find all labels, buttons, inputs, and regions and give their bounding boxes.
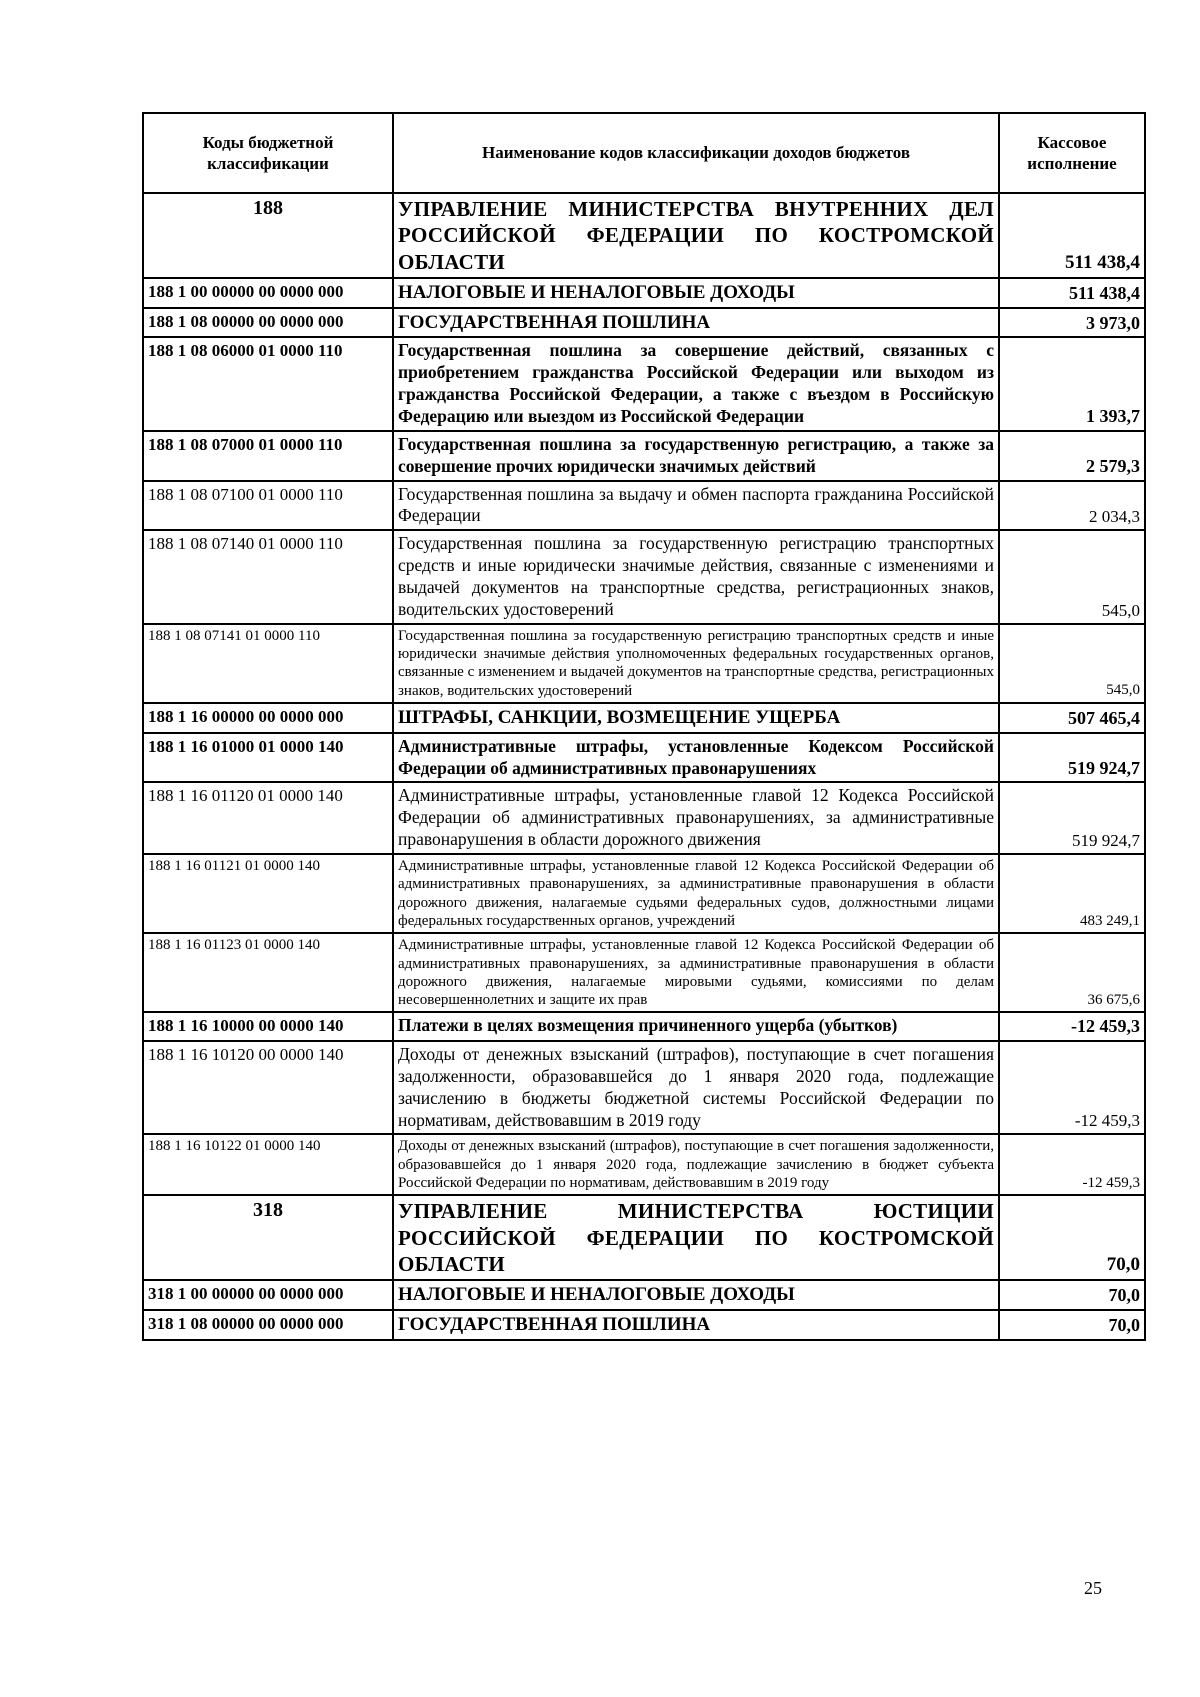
code-cell: 318 [143, 1195, 393, 1280]
amount-cell: -12 459,3 [999, 1041, 1145, 1135]
page-number: 25 [1084, 1578, 1102, 1598]
table-row [143, 337, 1145, 431]
code-cell: 188 1 08 00000 00 0000 000 [143, 308, 393, 338]
table-row [143, 530, 1145, 624]
table-row [143, 1195, 1145, 1280]
code-cell: 188 1 16 10120 00 0000 140 [143, 1041, 393, 1135]
amount-cell: 70,0 [999, 1310, 1145, 1340]
name-cell: Административные штрафы, установленные главой 12 Кодекса Российской Федерации об административных правонарушениях, за административные правонарушения в области дорожного движения, налагаемые мировыми судьями, комиссиями по делам несовершеннолетних и защите их прав [393, 933, 999, 1012]
amount-cell: -12 459,3 [999, 1134, 1145, 1195]
amount-cell: 36 675,6 [999, 933, 1145, 1012]
code-cell: 188 1 16 00000 00 0000 000 [143, 703, 393, 733]
amount-cell: 70,0 [999, 1195, 1145, 1280]
table-row [143, 624, 1145, 703]
header-codes: Коды бюджетной классификации [143, 113, 393, 193]
name-cell: ШТРАФЫ, САНКЦИИ, ВОЗМЕЩЕНИЕ УЩЕРБА [393, 703, 999, 733]
header-name: Наименование кодов классификации доходов бюджетов [393, 113, 999, 193]
table-row [143, 782, 1145, 854]
amount-cell: 483 249,1 [999, 854, 1145, 933]
name-cell: Административные штрафы, установленные главой 12 Кодекса Российской Федерации об административных правонарушениях, за административные правонарушения в области дорожного движения, налагаемые судьями федеральных судов, должностными лицами федеральных государственных органов, учреждений [393, 854, 999, 933]
code-cell: 188 1 16 01120 01 0000 140 [143, 782, 393, 854]
table-body [143, 193, 1145, 1340]
amount-cell: 2 034,3 [999, 481, 1145, 531]
code-cell: 188 1 16 10000 00 0000 140 [143, 1012, 393, 1041]
table-row [143, 933, 1145, 1012]
amount-cell: 1 393,7 [999, 337, 1145, 431]
amount-cell: -12 459,3 [999, 1012, 1145, 1041]
amount-cell: 519 924,7 [999, 733, 1145, 783]
amount-cell: 519 924,7 [999, 782, 1145, 854]
name-cell: Административные штрафы, установленные Кодексом Российской Федерации об административных правонарушениях [393, 733, 999, 783]
name-cell: Государственная пошлина за выдачу и обмен паспорта гражданина Российской Федерации [393, 481, 999, 531]
table-row [143, 308, 1145, 338]
table-row [143, 278, 1145, 308]
name-cell: ГОСУДАРСТВЕННАЯ ПОШЛИНА [393, 1310, 999, 1340]
amount-cell: 507 465,4 [999, 703, 1145, 733]
name-cell: НАЛОГОВЫЕ И НЕНАЛОГОВЫЕ ДОХОДЫ [393, 1280, 999, 1310]
code-cell: 188 1 00 00000 00 0000 000 [143, 278, 393, 308]
table-header-row [143, 113, 1145, 193]
code-cell: 188 [143, 193, 393, 278]
name-cell: Платежи в целях возмещения причиненного ущерба (убытков) [393, 1012, 999, 1041]
code-cell: 318 1 00 00000 00 0000 000 [143, 1280, 393, 1310]
code-cell: 188 1 08 07141 01 0000 110 [143, 624, 393, 703]
code-cell: 188 1 08 07000 01 0000 110 [143, 431, 393, 481]
amount-cell: 2 579,3 [999, 431, 1145, 481]
code-cell: 188 1 16 01000 01 0000 140 [143, 733, 393, 783]
table-row [143, 854, 1145, 933]
amount-cell: 511 438,4 [999, 193, 1145, 278]
amount-cell: 70,0 [999, 1280, 1145, 1310]
name-cell: Государственная пошлина за государственную регистрацию, а также за совершение прочих юридически значимых действий [393, 431, 999, 481]
table-row [143, 703, 1145, 733]
table-row [143, 1134, 1145, 1195]
code-cell: 318 1 08 00000 00 0000 000 [143, 1310, 393, 1340]
amount-cell: 545,0 [999, 624, 1145, 703]
code-cell: 188 1 08 06000 01 0000 110 [143, 337, 393, 431]
name-cell: УПРАВЛЕНИЕ МИНИСТЕРСТВА ВНУТРЕННИХ ДЕЛ РОССИЙСКОЙ ФЕДЕРАЦИИ ПО КОСТРОМСКОЙ ОБЛАСТИ [393, 193, 999, 278]
table-row [143, 733, 1145, 783]
header-amount: Кассовое исполнение [999, 113, 1145, 193]
table-row [143, 1041, 1145, 1135]
name-cell: Государственная пошлина за совершение действий, связанных с приобретением гражданства Российской Федерации или выходом из гражданства Российской Федерации, а также с въездом в Российскую Федерацию или выездом из Российской Федерации [393, 337, 999, 431]
code-cell: 188 1 08 07100 01 0000 110 [143, 481, 393, 531]
code-cell: 188 1 08 07140 01 0000 110 [143, 530, 393, 624]
table-row [143, 431, 1145, 481]
amount-cell: 3 973,0 [999, 308, 1145, 338]
name-cell: Государственная пошлина за государственную регистрацию транспортных средств и иные юридически значимые действия уполномоченных федеральных государственных органов, связанные с изменением и выдачей документов на транспортные средства, регистрационных знаков, водительских удостоверений [393, 624, 999, 703]
budget-revenue-table [142, 112, 1146, 1341]
amount-cell: 511 438,4 [999, 278, 1145, 308]
name-cell: Государственная пошлина за государственную регистрацию транспортных средств и иные юридически значимые действия, связанные с изменениями и выдачей документов на транспортные средства, регистрационных знаков, водительских удостоверений [393, 530, 999, 624]
code-cell: 188 1 16 10122 01 0000 140 [143, 1134, 393, 1195]
code-cell: 188 1 16 01123 01 0000 140 [143, 933, 393, 1012]
name-cell: НАЛОГОВЫЕ И НЕНАЛОГОВЫЕ ДОХОДЫ [393, 278, 999, 308]
table-row [143, 193, 1145, 278]
name-cell: Доходы от денежных взысканий (штрафов), поступающие в счет погашения задолженности, образовавшейся до 1 января 2020 года, подлежащие зачислению в бюджеты бюджетной системы Российской Федерации по нормативам, действовавшим в 2019 году [393, 1041, 999, 1135]
table-row [143, 481, 1145, 531]
name-cell: Доходы от денежных взысканий (штрафов), поступающие в счет погашения задолженности, образовавшейся до 1 января 2020 года, подлежащие зачислению в бюджет субъекта Российской Федерации по нормативам, действовавшим в 2019 году [393, 1134, 999, 1195]
table-row [143, 1280, 1145, 1310]
table-row [143, 1310, 1145, 1340]
name-cell: Административные штрафы, установленные главой 12 Кодекса Российской Федерации об административных правонарушениях, за административные правонарушения в области дорожного движения [393, 782, 999, 854]
name-cell: ГОСУДАРСТВЕННАЯ ПОШЛИНА [393, 308, 999, 338]
table-row [143, 1012, 1145, 1041]
name-cell: УПРАВЛЕНИЕ МИНИСТЕРСТВА ЮСТИЦИИ РОССИЙСКОЙ ФЕДЕРАЦИИ ПО КОСТРОМСКОЙ ОБЛАСТИ [393, 1195, 999, 1280]
code-cell: 188 1 16 01121 01 0000 140 [143, 854, 393, 933]
amount-cell: 545,0 [999, 530, 1145, 624]
